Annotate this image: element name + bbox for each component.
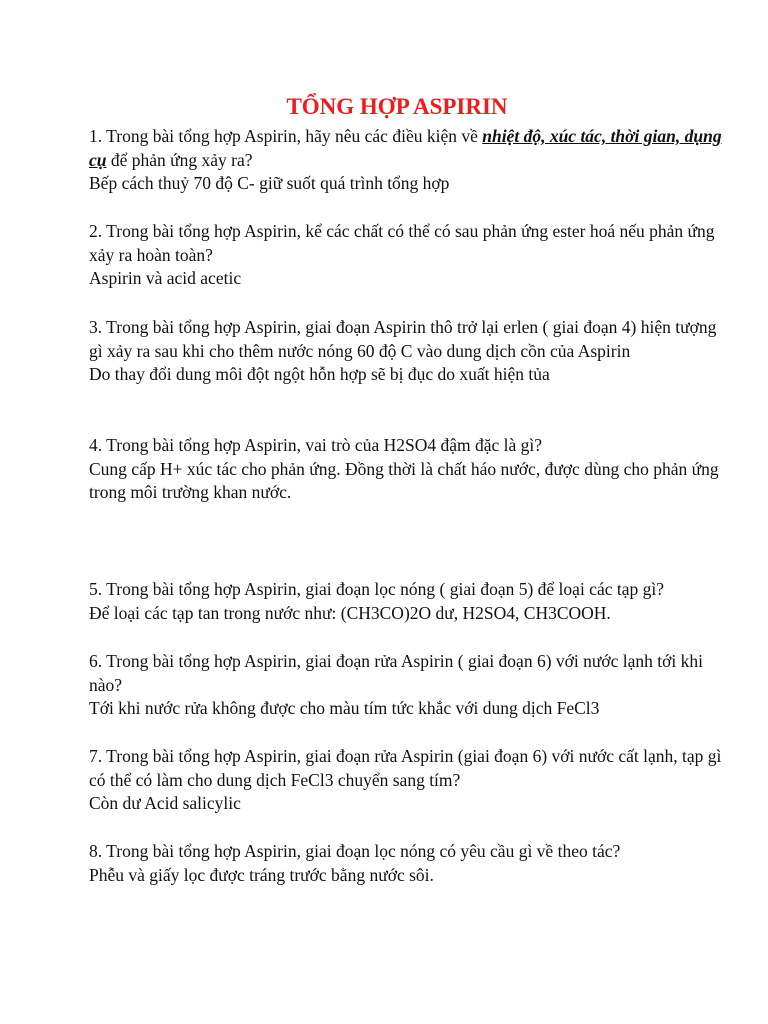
question-4: 4. Trong bài tổng hợp Aspirin, vai trò của H2SO4 đậm đặc là gì? <box>89 435 543 455</box>
question-block-6 <box>89 650 729 721</box>
question-5: 5. Trong bài tổng hợp Aspirin, giai đoạn lọc nóng ( giai đoạn 5) để loại các tạp gì? <box>89 579 664 599</box>
question-block-2 <box>89 220 729 291</box>
question-1-text-start: 1. Trong bài tổng hợp Aspirin, hãy nêu các điều kiện về <box>89 126 483 146</box>
question-6: 6. Trong bài tổng hợp Aspirin, giai đoạn rửa Aspirin ( giai đoạn 6) với nước lạnh tới khi nào? <box>89 651 703 695</box>
question-3: 3. Trong bài tổng hợp Aspirin, giai đoạn Aspirin thô trở lại erlen ( giai đoạn 4) hiện tượng gì xảy ra sau khi cho thêm nước nóng 60 độ C vào dung dịch cồn của Aspirin <box>89 317 717 361</box>
answer-6: Tới khi nước rửa không được cho màu tím tức khắc với dung dịch FeCl3 <box>89 698 600 718</box>
answer-1: Bếp cách thuỷ 70 độ C- giữ suốt quá trình tổng hợp <box>89 173 450 193</box>
answer-4: Cung cấp H+ xúc tác cho phản ứng. Đồng thời là chất háo nước, được dùng cho phản ứng trong môi trường khan nước. <box>89 458 719 502</box>
question-block-5 <box>89 578 729 625</box>
answer-7: Còn dư Acid salicylic <box>89 793 241 813</box>
question-8: 8. Trong bài tổng hợp Aspirin, giai đoạn lọc nóng có yêu cầu gì về theo tác? <box>89 841 621 861</box>
question-1 <box>89 125 729 172</box>
answer-2: Aspirin và acid acetic <box>89 268 242 288</box>
answer-3: Do thay đổi dung môi đột ngột hỗn hợp sẽ bị đục do xuất hiện tủa <box>89 364 550 384</box>
question-2: 2. Trong bài tổng hợp Aspirin, kể các chất có thể có sau phản ứng ester hoá nếu phản ứng xảy ra hoàn toàn? <box>89 221 715 265</box>
question-block-4 <box>89 434 729 505</box>
page-title: TỔNG HỢP ASPIRIN <box>286 94 508 119</box>
answer-5: Để loại các tạp tan trong nước như: (CH3CO)2O dư, H2SO4, CH3COOH. <box>89 602 611 623</box>
question-block-3 <box>89 316 729 387</box>
question-block-7 <box>89 745 729 816</box>
question-1-emphasis: nhiệt độ, xúc tác, thời gian, dụng cụ <box>89 126 722 170</box>
question-7: 7. Trong bài tổng hợp Aspirin, giai đoạn rửa Aspirin (giai đoạn 6) với nước cất lạnh, tạp gì có thể có làm cho dung dịch FeCl3 chuyển sang tím? <box>89 746 722 790</box>
answer-8: Phễu và giấy lọc được tráng trước bằng nước sôi. <box>89 864 434 885</box>
question-1-text-end: để phản ứng xảy ra? <box>106 149 253 170</box>
question-block-8 <box>89 840 729 887</box>
question-block-1 <box>89 125 729 196</box>
